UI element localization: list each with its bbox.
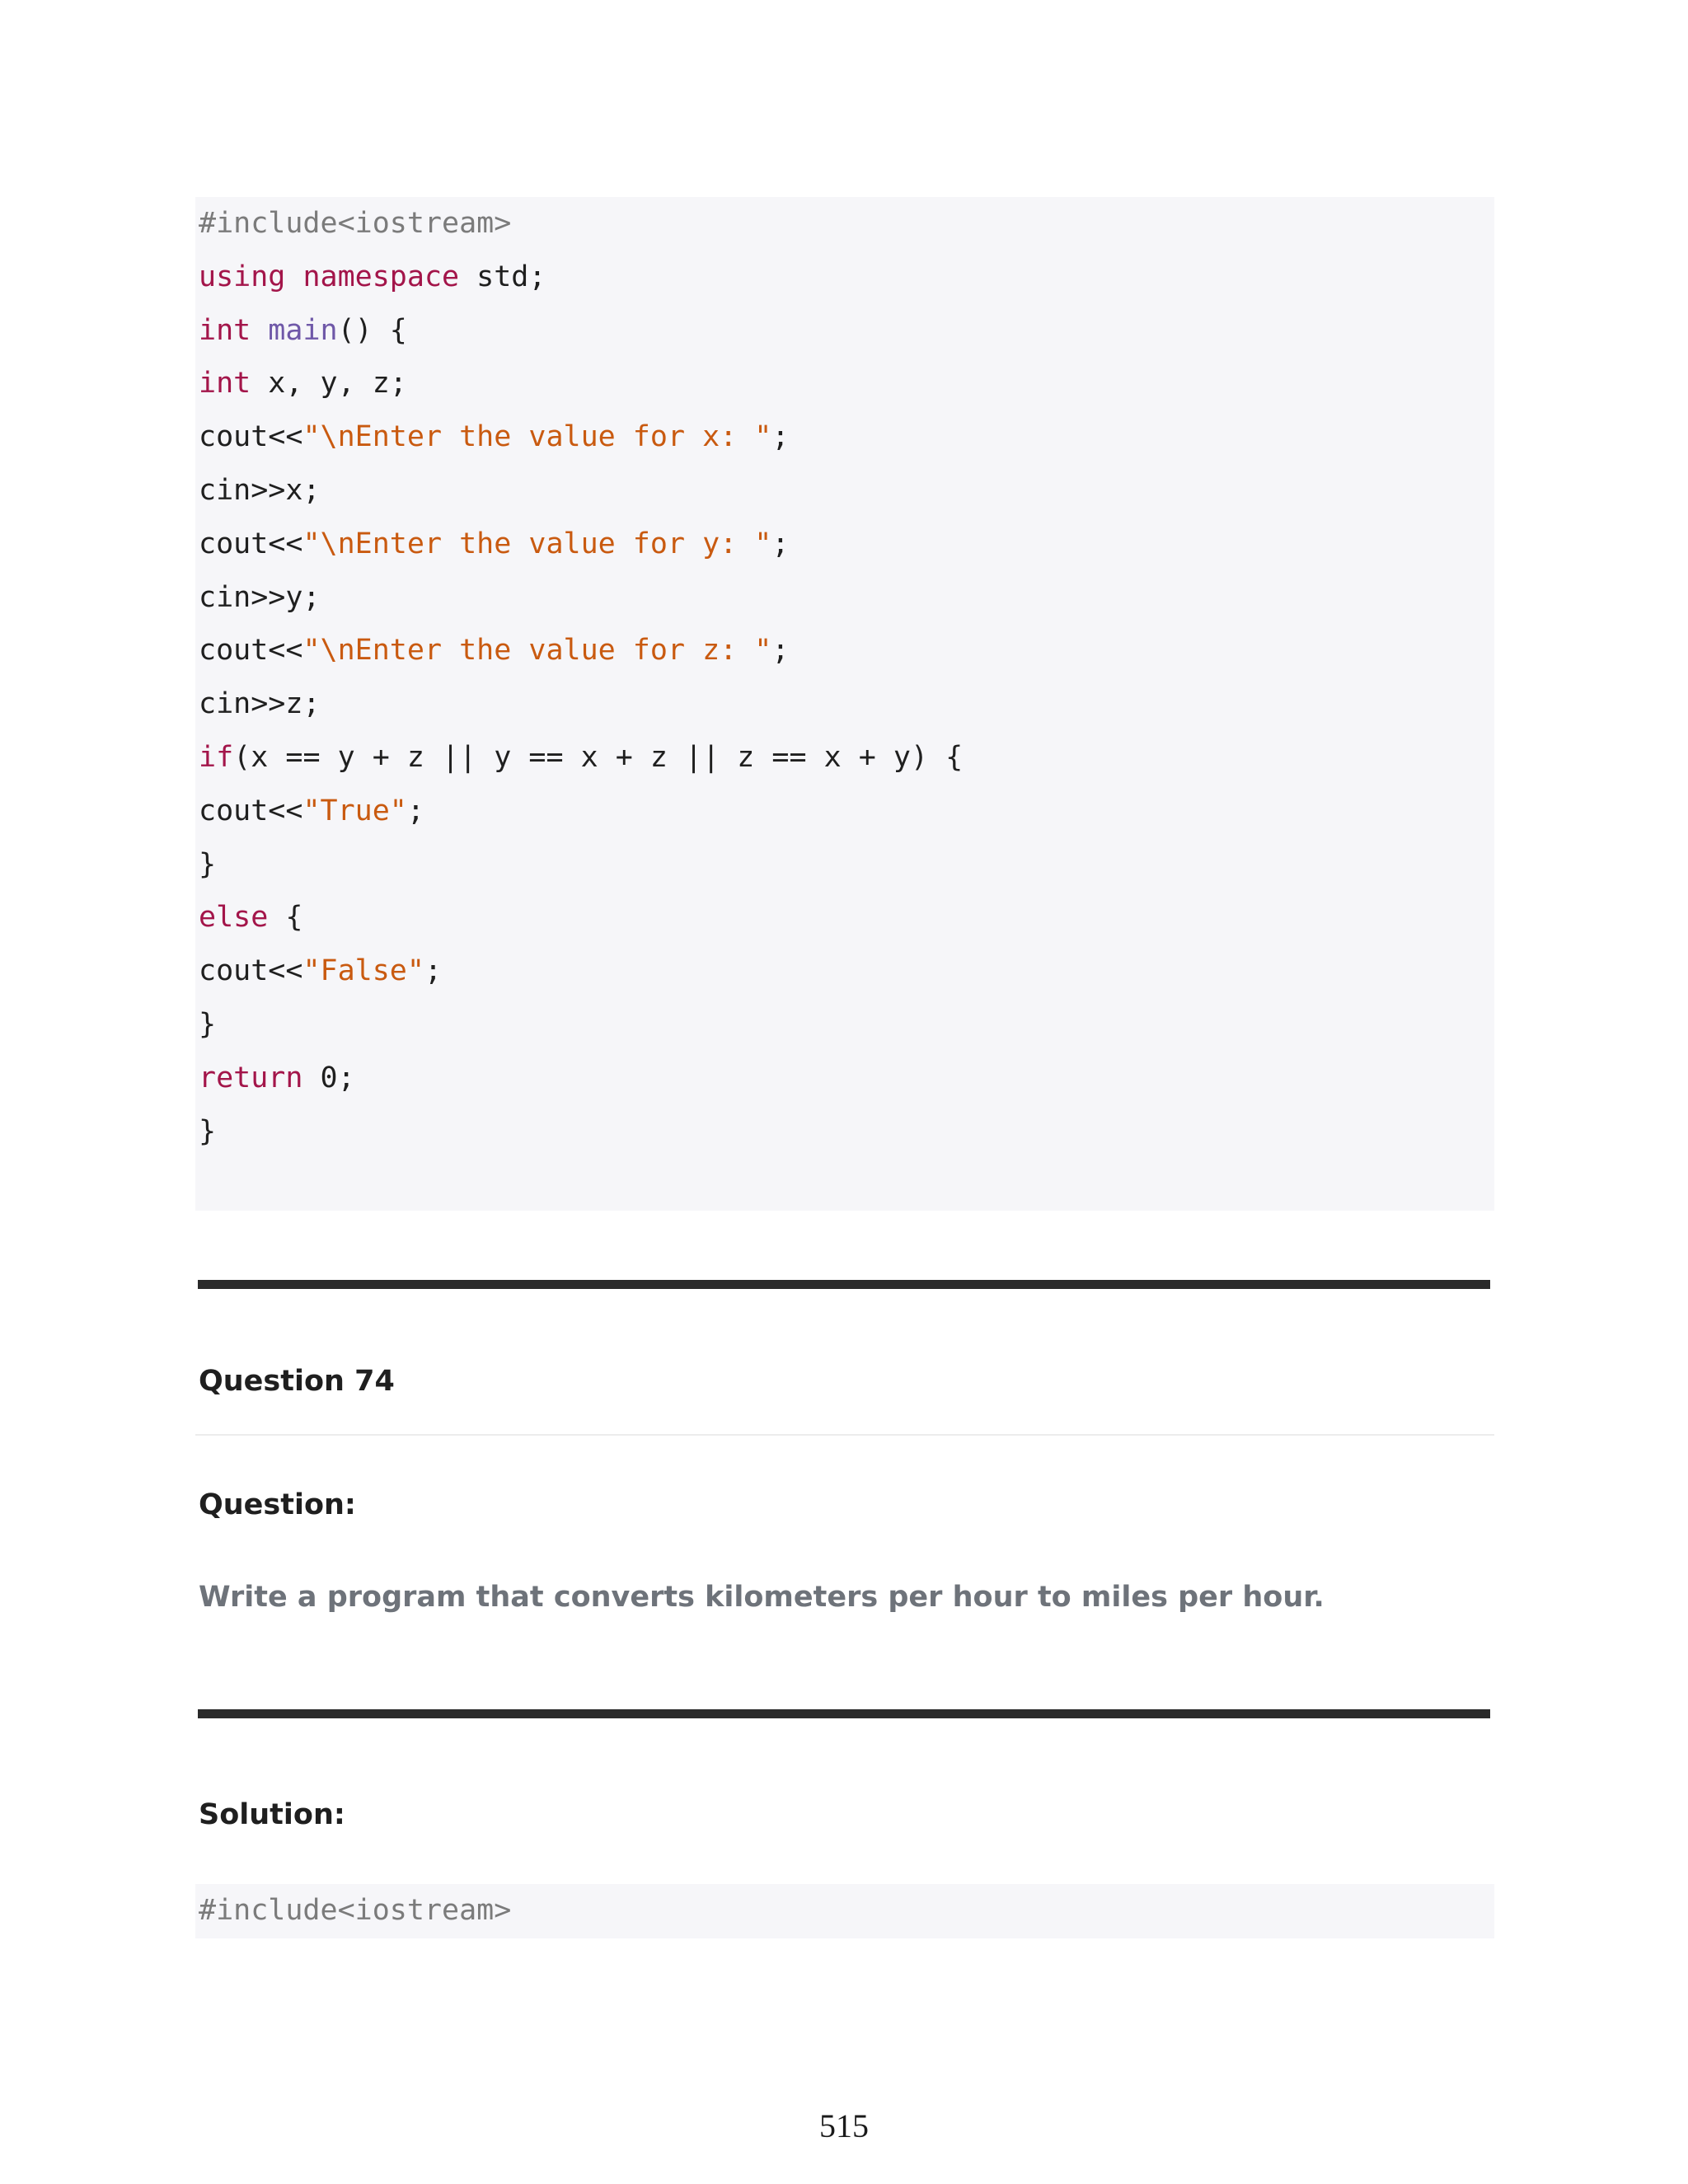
code-token: cout<< bbox=[199, 634, 303, 668]
code-token: "\nEnter the value for y: " bbox=[302, 527, 772, 560]
question-text: Write a program that converts kilometers per hour to miles per hour. bbox=[199, 1581, 1325, 1614]
code-token: cout<< bbox=[199, 794, 303, 827]
code-line bbox=[199, 518, 1494, 571]
code-token: cin>>x; bbox=[199, 473, 321, 507]
code-line bbox=[199, 677, 1494, 731]
code-token bbox=[251, 314, 268, 347]
code-token: else bbox=[199, 901, 269, 935]
code-line bbox=[199, 891, 1494, 944]
code-token: cin>>z; bbox=[199, 687, 321, 721]
code-token: (x == y + z || y == x + z || z == x + y) { bbox=[233, 740, 964, 774]
code-token: } bbox=[199, 847, 217, 881]
solution-label: Solution: bbox=[199, 1798, 345, 1831]
code-token: ; bbox=[771, 420, 790, 454]
code-token: ; bbox=[406, 794, 424, 827]
code-token: ; bbox=[771, 634, 790, 668]
code-line bbox=[199, 571, 1494, 625]
code-token: } bbox=[199, 1114, 217, 1148]
code-token: #include<iostream> bbox=[199, 1894, 512, 1927]
code-token: } bbox=[199, 1007, 217, 1041]
code-token: "\nEnter the value for z: " bbox=[302, 634, 772, 668]
code-line bbox=[199, 624, 1494, 677]
code-line bbox=[199, 357, 1494, 410]
code-token: "False" bbox=[302, 954, 424, 988]
code-token: std; bbox=[459, 260, 546, 293]
code-token: 0; bbox=[302, 1061, 355, 1094]
code-token: #include<iostream> bbox=[199, 207, 512, 240]
code-token: cout<< bbox=[199, 420, 303, 454]
code-token: "\nEnter the value for x: " bbox=[302, 420, 772, 454]
code-line bbox=[199, 1884, 1494, 1938]
code-token: ; bbox=[424, 954, 443, 988]
page-number: 515 bbox=[819, 2107, 869, 2144]
code-line bbox=[199, 1105, 1494, 1159]
code-line bbox=[199, 1052, 1494, 1105]
code-token: () { bbox=[337, 313, 407, 347]
code-block bbox=[195, 197, 1494, 1211]
code-token: cout<< bbox=[199, 954, 303, 988]
code-line bbox=[199, 197, 1494, 251]
code-line bbox=[199, 731, 1494, 785]
code-token: cout<< bbox=[199, 527, 303, 560]
code-token: cin>>y; bbox=[199, 580, 321, 614]
code-line bbox=[199, 464, 1494, 518]
code-line bbox=[199, 251, 1494, 304]
section-divider bbox=[198, 1709, 1490, 1718]
question-label: Question: bbox=[199, 1488, 356, 1521]
code-token: int bbox=[199, 313, 251, 347]
code-token: return bbox=[199, 1061, 303, 1094]
code-token: namespace bbox=[302, 260, 460, 293]
code-token bbox=[285, 260, 302, 293]
code-token: { bbox=[268, 901, 303, 935]
code-token: "True" bbox=[302, 794, 407, 827]
code-block bbox=[195, 1884, 1494, 1938]
code-token: int bbox=[199, 367, 251, 401]
code-line bbox=[199, 838, 1494, 892]
code-line bbox=[199, 785, 1494, 838]
code-line bbox=[199, 998, 1494, 1052]
code-line bbox=[199, 304, 1494, 358]
code-token: using bbox=[199, 260, 286, 293]
code-line bbox=[199, 944, 1494, 998]
code-token: if bbox=[199, 740, 234, 774]
code-token: x, y, z; bbox=[251, 367, 407, 401]
code-token: ; bbox=[771, 527, 790, 560]
question-number-heading: Question 74 bbox=[199, 1365, 395, 1398]
section-divider bbox=[198, 1280, 1490, 1289]
code-token: main bbox=[268, 313, 338, 347]
heading-underline bbox=[195, 1434, 1494, 1436]
code-line bbox=[199, 410, 1494, 464]
